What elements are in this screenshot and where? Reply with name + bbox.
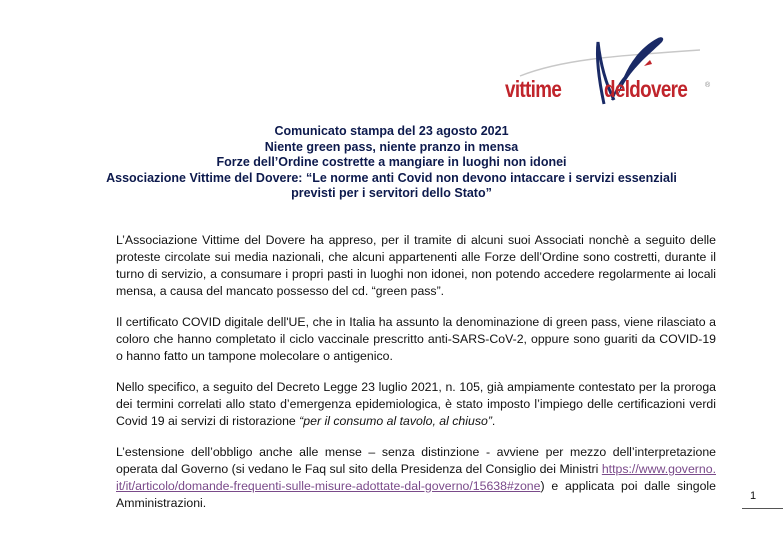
logo — [500, 30, 732, 108]
document-body — [116, 232, 716, 526]
paragraph-2: Il certificato COVID digitale dell'UE, che in Italia ha assunto la denominazione di green pass, viene rilasciato a coloro che hanno completato il ciclo vaccinale prescritto anti-SARS-CoV-2, oppure sono guariti da COVID-19 o hanno fatto un tampone molecolare o antigenico. — [116, 315, 716, 363]
faq-link[interactable]: https://www.governo.it/it/articolo/domande-frequenti-sulle-misure-adottate-dal-governo/15638#zone — [116, 462, 716, 493]
logo-word-vittime: vittime — [505, 76, 562, 102]
paragraph-4 — [116, 444, 716, 512]
header-title-line: Niente green pass, niente pranzo in mensa — [264, 139, 519, 154]
paragraph-3 — [116, 379, 716, 430]
paragraph-4-end: ) e applicata poi dalle singole Amministrazioni. — [116, 479, 716, 510]
paragraph-3-quote: “per il consumo al tavolo, al chiuso” — [299, 414, 492, 428]
header-date-line: Comunicato stampa del 23 agosto 2021 — [274, 124, 509, 138]
header-quote-line-2: previsti per i servitori dello Stato” — [291, 186, 492, 200]
paragraph-1: L’Associazione Vittime del Dovere ha appreso, per il tramite di alcuni suoi Associati nonchè a seguito delle proteste circolate sui media nazionali, che alcuni appartenenti alle Forze dell’Ordine sono costretti, durante il turno di servizio, a consumare i propri pasti in luoghi non idonei, non potendo accedere regolarmente ai locali mensa, a causa del mancato possesso del cd. “green pass”. — [116, 233, 716, 298]
logo-word-deldovere: deldovere — [604, 76, 688, 102]
page-number: 1 — [750, 490, 757, 502]
press-release-header — [0, 124, 783, 202]
paragraph-3-text: Nello specifico, a seguito del Decreto Legge 23 luglio 2021, n. 105, già ampiamente contestato per la proroga dei termini correlati allo stato d’emergenza epidemiologica, è stato imposto l’impiego delle certificazioni verdi Covid 19 ai servizi di ristorazione — [116, 380, 716, 428]
header-quote-line: Associazione Vittime del Dovere: “Le norme anti Covid non devono intaccare i servizi essenziali — [106, 170, 677, 185]
header-subtitle-line: Forze dell’Ordine costrette a mangiare in luoghi non idonei — [216, 155, 567, 169]
paragraph-3-end: . — [491, 414, 496, 428]
logo-registered-mark: ® — [705, 82, 711, 89]
page-number-rule — [742, 508, 783, 509]
paragraph-4-text: L’estensione dell’obbligo anche alle mense – senza distinzione - avviene per mezzo dell’interpretazione operata dal Governo (si vedano le Faq sul sito della Presidenza del Consiglio dei Ministri — [116, 445, 716, 476]
